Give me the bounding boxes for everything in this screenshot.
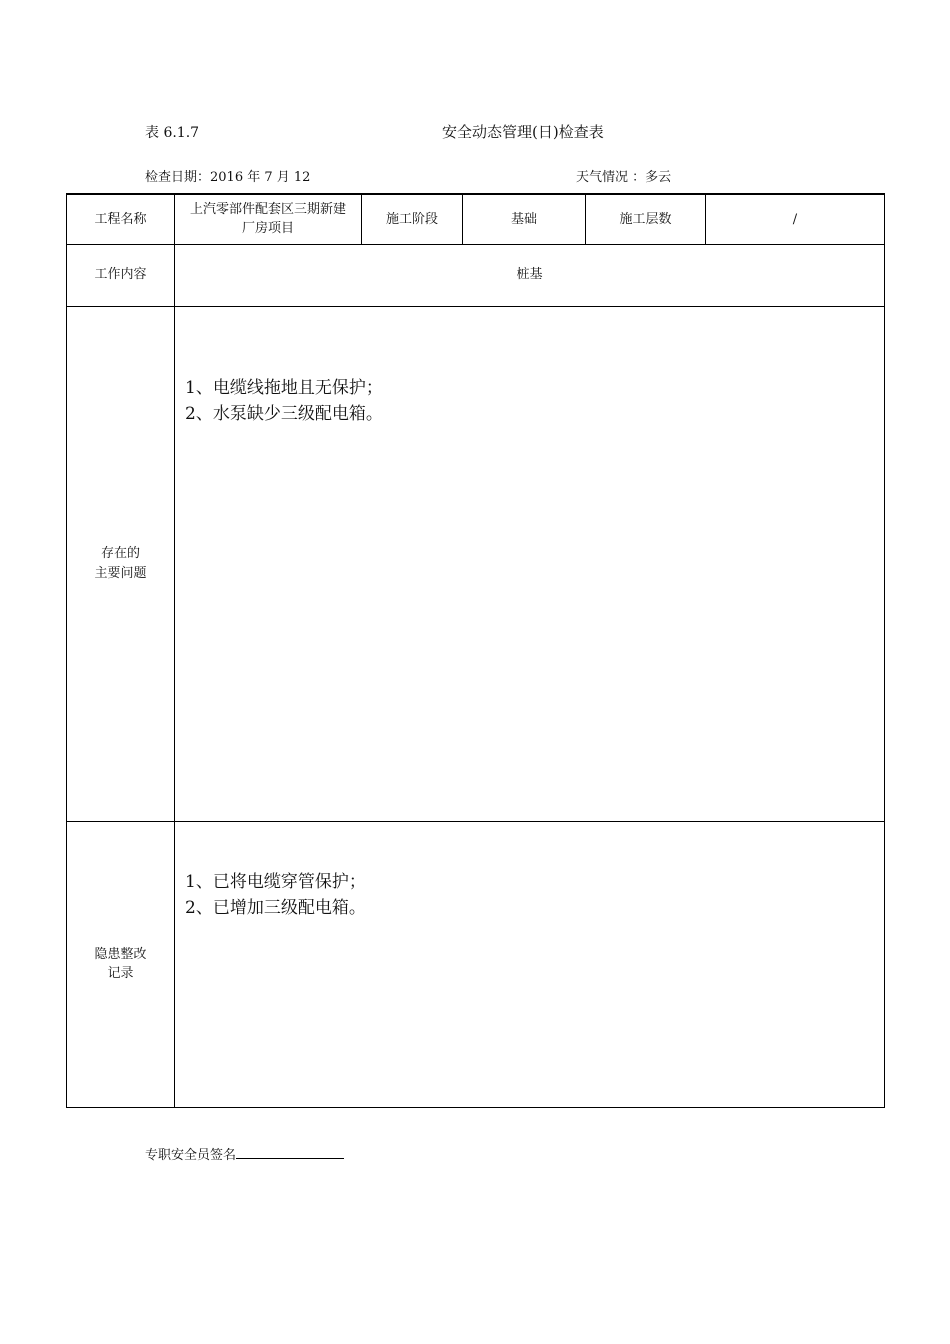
project-row	[67, 194, 885, 244]
work-content-row	[67, 244, 885, 306]
issues-content	[175, 306, 885, 821]
rectification-item: 2、已增加三级配电箱。	[185, 897, 366, 918]
issues-row	[67, 306, 885, 821]
project-name-label: 工程名称	[67, 194, 175, 244]
work-content-value: 桩基	[175, 244, 885, 306]
issue-item: 2、水泵缺少三级配电箱。	[185, 403, 383, 424]
rectification-label-line1: 隐患整改	[94, 946, 147, 962]
stage-label: 施工阶段	[362, 194, 463, 244]
inspection-date: 检查日期：2016 年 7 月 12	[145, 170, 311, 185]
issues-label-line1: 存在的	[100, 546, 140, 561]
work-content-label: 工作内容	[67, 244, 175, 306]
rectification-label	[67, 821, 175, 1107]
project-name-line1: 上汽零部件配套区三期新建	[189, 201, 346, 217]
floors-label: 施工层数	[586, 194, 706, 244]
rectification-item: 1、已将电缆穿管保护；	[185, 871, 366, 892]
rectification-row	[67, 821, 885, 1107]
issues-label	[67, 306, 175, 821]
form-title: 安全动态管理(日)检查表	[442, 123, 604, 141]
floors-value: /	[706, 194, 885, 244]
inspection-table	[66, 193, 885, 1108]
issues-label-line2: 主要问题	[94, 565, 147, 581]
signature-line[interactable]	[236, 1145, 344, 1159]
table-number: 表 6.1.7	[145, 125, 200, 141]
rectification-label-line2: 记录	[107, 966, 134, 981]
rectification-content	[175, 821, 885, 1107]
project-name-line2: 厂房项目	[241, 221, 294, 237]
signature-label: 专职安全员签名	[145, 1148, 237, 1163]
issue-item: 1、电缆线拖地且无保护；	[185, 377, 383, 398]
stage-value: 基础	[463, 194, 586, 244]
weather-info: 天气情况 ：多云	[576, 170, 672, 185]
project-name-value	[175, 194, 362, 244]
signature-block	[145, 1144, 344, 1163]
